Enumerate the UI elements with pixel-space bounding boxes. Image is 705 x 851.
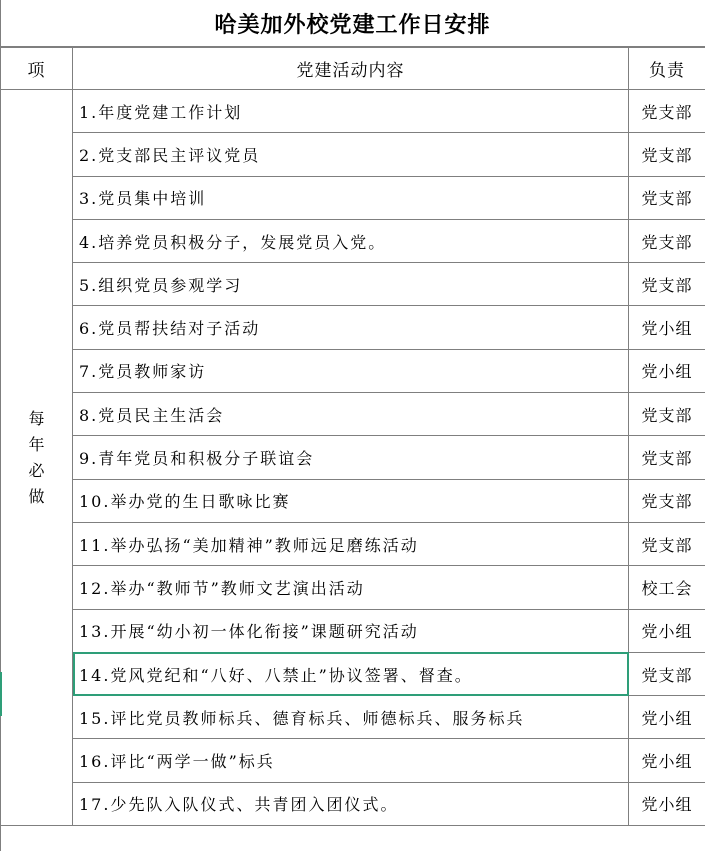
owner-cell[interactable]: 党小组 [629,739,705,782]
content-cell[interactable]: 15.评比党员教师标兵、德育标兵、师德标兵、服务标兵 [73,696,629,739]
table-row [1,739,705,782]
owner-cell[interactable]: 党支部 [629,133,705,176]
content-cell[interactable]: 17.少先队入队仪式、共青团入团仪式。 [73,782,629,825]
owner-cell[interactable]: 党支部 [629,436,705,479]
owner-cell[interactable]: 党小组 [629,349,705,392]
content-cell[interactable]: 12.举办“教师节”教师文艺演出活动 [73,566,629,609]
table-row [1,522,705,565]
owner-cell[interactable]: 党支部 [629,219,705,262]
category-label: 每年必做 [28,408,45,506]
table-row [1,782,705,825]
table-row [1,566,705,609]
content-cell[interactable]: 13.开展“幼小初一体化衔接”课题研究活动 [73,609,629,652]
content-cell[interactable]: 11.举办弘扬“美加精神”教师远足磨练活动 [73,522,629,565]
content-cell[interactable]: 6.党员帮扶结对子活动 [73,306,629,349]
owner-cell[interactable]: 党小组 [629,609,705,652]
content-cell[interactable]: 16.评比“两学一做”标兵 [73,739,629,782]
table-row [1,90,705,133]
header-owner[interactable]: 负责 [629,48,705,90]
sheet-left-border [0,0,1,851]
sheet-title[interactable]: 哈美加外校党建工作日安排 [0,0,705,47]
owner-cell[interactable]: 党支部 [629,522,705,565]
table-row [1,349,705,392]
table-row-selected [1,652,705,695]
table-row [1,133,705,176]
content-cell[interactable]: 7.党员教师家访 [73,349,629,392]
table-row [1,393,705,436]
table-row [1,436,705,479]
content-cell[interactable]: 3.党员集中培训 [73,176,629,219]
owner-cell[interactable]: 党支部 [629,479,705,522]
table-row [1,176,705,219]
table-row [1,609,705,652]
header-item[interactable]: 项 [1,48,73,90]
content-cell[interactable]: 10.举办党的生日歌咏比赛 [73,479,629,522]
owner-cell[interactable]: 党支部 [629,652,705,695]
category-cell[interactable] [1,90,73,826]
content-cell[interactable]: 1.年度党建工作计划 [73,90,629,133]
owner-cell[interactable]: 党支部 [629,393,705,436]
header-row [1,48,705,90]
selection-marker [0,672,2,716]
table-row [1,219,705,262]
content-cell[interactable]: 5.组织党员参观学习 [73,263,629,306]
owner-cell[interactable]: 党支部 [629,90,705,133]
owner-cell[interactable]: 校工会 [629,566,705,609]
content-cell[interactable]: 2.党支部民主评议党员 [73,133,629,176]
table-row [1,306,705,349]
table-row [1,479,705,522]
content-cell[interactable]: 4.培养党员积极分子，发展党员入党。 [73,219,629,262]
owner-cell[interactable]: 党小组 [629,696,705,739]
selected-content-cell[interactable]: 14.党风党纪和“八好、八禁止”协议签署、督查。 [73,652,629,695]
header-content[interactable]: 党建活动内容 [73,48,629,90]
content-cell[interactable]: 8.党员民主生活会 [73,393,629,436]
activity-table [0,47,705,826]
owner-cell[interactable]: 党小组 [629,782,705,825]
owner-cell[interactable]: 党支部 [629,263,705,306]
table-row [1,263,705,306]
content-cell[interactable]: 9.青年党员和积极分子联谊会 [73,436,629,479]
owner-cell[interactable]: 党支部 [629,176,705,219]
owner-cell[interactable]: 党小组 [629,306,705,349]
table-row [1,696,705,739]
